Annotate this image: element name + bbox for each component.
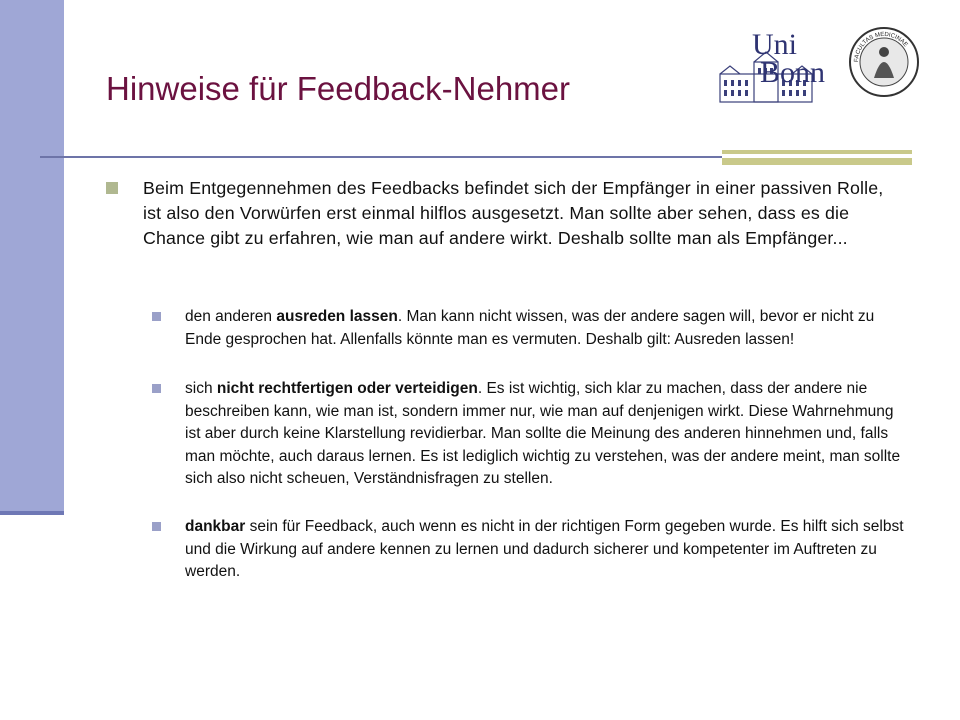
list-item: sich nicht rechtfertigen oder verteidigen. Es ist wichtig, sich klar zu machen, dass der andere nie beschreiben kann, wie man ist, sondern immer nur, wie man auf denjenigen wirkt. Diese Wahrnehmung ist aber durch keine Klarstellung revidierbar. Man sollte die Meinung des anderen hinnehmen und, falls man möchte, auch daraus lernen. Es ist lediglich wichtig zu verstehen, was der andere meint, man sollte sich also nicht scheuen, Verständnisfragen zu stellen. bbox=[152, 378, 912, 491]
accent-bar-top bbox=[722, 150, 912, 154]
logo-text-uni: Uni bbox=[752, 28, 797, 61]
logo-text-bonn: Bonn bbox=[760, 56, 826, 89]
sub-bullet-marker bbox=[152, 312, 161, 321]
list-item: den anderen ausreden lassen. Man kann nicht wissen, was der andere sagen will, bevor er nicht zu Ende gesprochen hat. Allenfalls könnte man es vermuten. Deshalb gilt: Ausreden lassen! bbox=[152, 306, 912, 351]
uni-bonn-logo bbox=[716, 24, 844, 108]
sub-bullet-marker bbox=[152, 384, 161, 393]
bullet-marker bbox=[106, 182, 118, 194]
list-item: dankbar sein für Feedback, auch wenn es nicht in der richtigen Form gegeben wurde. Es hilft sich selbst und die Wirkung auf andere kennen zu lernen und dadurch sicherer und kompetenter im Auftreten zu werden. bbox=[152, 516, 912, 584]
intro-paragraph: Beim Entgegennehmen des Feedbacks befindet sich der Empfänger in einer passiven Rolle, ist also den Vorwürfen erst einmal hilflos ausgesetzt. Man sollte aber sehen, dass es die Chance gibt zu erfahren, wie man auf andere wirkt. Deshalb sollte man als Empfänger... bbox=[143, 178, 884, 248]
sub-bullet-marker bbox=[152, 522, 161, 531]
emphasis: nicht rechtfertigen oder verteidigen bbox=[216, 380, 478, 397]
emphasis: dankbar bbox=[185, 518, 246, 535]
faculty-seal bbox=[848, 26, 920, 98]
left-decor-band bbox=[0, 0, 64, 515]
left-decor-band-edge bbox=[0, 511, 64, 515]
accent-bar-bottom bbox=[722, 158, 912, 165]
page-title: Hinweise für Feedback-Nehmer bbox=[106, 70, 571, 107]
seal-text: FACULTAS MEDICINAE bbox=[853, 31, 909, 63]
title-divider bbox=[40, 156, 722, 158]
emphasis: ausreden lassen bbox=[276, 308, 398, 325]
